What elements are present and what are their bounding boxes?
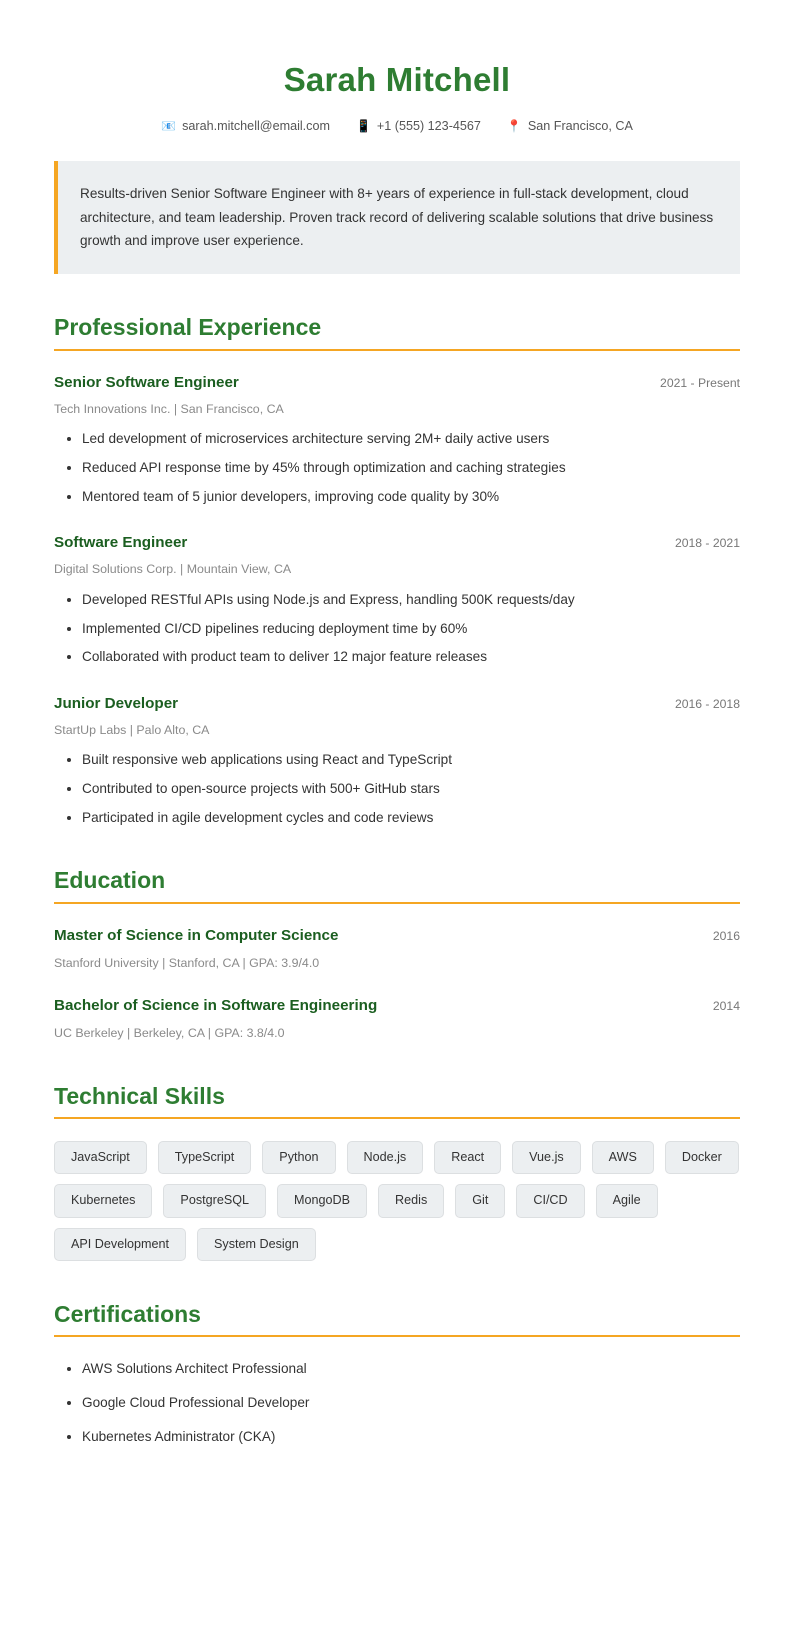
- certification-item: • Kubernetes Administrator (CKA): [82, 1427, 740, 1447]
- job-company: Tech Innovations Inc. | San Francisco, CA: [54, 402, 284, 417]
- experience-entry-head: [54, 694, 740, 713]
- section-divider: [54, 349, 740, 351]
- job-bullets: [54, 590, 740, 667]
- skill-tag: Vue.js: [512, 1141, 581, 1174]
- experience-entry: [54, 694, 740, 827]
- education-entry: [54, 926, 740, 972]
- contact-phone-text: +1 (555) 123-4567: [376, 119, 481, 134]
- job-date: 2016 - 2018: [674, 696, 740, 711]
- phone-icon: 📱: [355, 119, 371, 134]
- skill-tag: Git: [455, 1184, 505, 1217]
- section-experience: [54, 314, 740, 827]
- school-details: Stanford University | Stanford, CA | GPA: 3.9/4.0: [54, 956, 320, 971]
- contact-phone[interactable]: [356, 119, 481, 133]
- section-skills: [54, 1083, 740, 1261]
- contact-location-text: San Francisco, CA: [527, 119, 633, 134]
- job-bullet: • Contributed to open-source projects with 500+ GitHub stars: [82, 779, 740, 799]
- skill-tag: Agile: [596, 1184, 658, 1217]
- job-bullet: • Mentored team of 5 junior developers, improving code quality by 30%: [82, 487, 740, 507]
- skill-tag: System Design: [197, 1228, 316, 1261]
- skill-tag: AWS: [592, 1141, 654, 1174]
- education-entry-head: [54, 926, 740, 945]
- job-title: Software Engineer: [54, 534, 188, 552]
- section-education: [54, 867, 740, 1042]
- skill-tag: Node.js: [347, 1141, 424, 1174]
- job-date: 2018 - 2021: [674, 536, 740, 551]
- degree-title: Bachelor of Science in Software Engineering: [54, 997, 378, 1015]
- location-pin-icon: 📍: [506, 119, 522, 134]
- section-certifications: [54, 1301, 740, 1447]
- degree-date: 2016: [712, 929, 740, 944]
- job-bullet: • Collaborated with product team to deliver 12 major feature releases: [82, 647, 740, 667]
- degree-title: Master of Science in Computer Science: [54, 927, 339, 945]
- skill-tag: MongoDB: [277, 1184, 367, 1217]
- skill-tag: API Development: [54, 1228, 186, 1261]
- experience-entry: [54, 373, 740, 506]
- section-title-education: Education: [54, 867, 166, 894]
- job-bullet: • Led development of microservices architecture serving 2M+ daily active users: [82, 429, 740, 449]
- section-title-certifications: Certifications: [54, 1300, 201, 1327]
- contact-email-text: sarah.mitchell@email.com: [182, 119, 330, 134]
- skill-tag: Python: [262, 1141, 335, 1174]
- candidate-name: Sarah Mitchell: [283, 61, 511, 98]
- experience-entry-head: [54, 533, 740, 552]
- job-company: StartUp Labs | Palo Alto, CA: [54, 722, 210, 737]
- certification-item: • AWS Solutions Architect Professional: [82, 1359, 740, 1379]
- section-title-experience: Professional Experience: [54, 314, 322, 341]
- section-divider: [54, 902, 740, 904]
- job-bullet: • Developed RESTful APIs using Node.js and Express, handling 500K requests/day: [82, 590, 740, 610]
- email-icon: 📧: [161, 119, 177, 134]
- certification-item: • Google Cloud Professional Developer: [82, 1393, 740, 1413]
- skill-tag: CI/CD: [516, 1184, 584, 1217]
- job-bullet: • Participated in agile development cycles and code reviews: [82, 808, 740, 828]
- contact-location: [507, 119, 633, 133]
- job-title: Junior Developer: [54, 694, 179, 712]
- job-bullets: [54, 429, 740, 506]
- job-bullet: • Implemented CI/CD pipelines reducing deployment time by 60%: [82, 619, 740, 639]
- skill-tag: Kubernetes: [54, 1184, 152, 1217]
- contact-email[interactable]: [161, 119, 330, 133]
- skill-tag: TypeScript: [158, 1141, 252, 1174]
- job-bullet: • Built responsive web applications using React and TypeScript: [82, 750, 740, 770]
- contact-row: [54, 119, 740, 133]
- certification-list: [54, 1359, 740, 1446]
- section-title-skills: Technical Skills: [54, 1082, 225, 1109]
- job-bullet: • Reduced API response time by 45% through optimization and caching strategies: [82, 458, 740, 478]
- skill-tag: JavaScript: [54, 1141, 147, 1174]
- job-title: Senior Software Engineer: [54, 374, 239, 392]
- skill-tag: Redis: [378, 1184, 444, 1217]
- education-entry-head: [54, 996, 740, 1015]
- experience-entry-head: [54, 373, 740, 392]
- skill-tag: Docker: [665, 1141, 739, 1174]
- skill-tag-list: [54, 1141, 740, 1260]
- resume-header: [54, 34, 740, 133]
- professional-summary: Results-driven Senior Software Engineer with 8+ years of experience in full-stack development, cloud architecture, and team leadership. Proven track record of delivering scalable solutions that drive business growth and improve user experience.: [54, 161, 740, 274]
- job-date: 2021 - Present: [660, 376, 740, 391]
- section-divider: [54, 1335, 740, 1337]
- school-details: UC Berkeley | Berkeley, CA | GPA: 3.8/4.0: [54, 1026, 285, 1041]
- education-entry: [54, 996, 740, 1042]
- skill-tag: React: [434, 1141, 501, 1174]
- job-bullets: [54, 750, 740, 827]
- section-divider: [54, 1117, 740, 1119]
- degree-date: 2014: [712, 999, 740, 1014]
- skill-tag: PostgreSQL: [163, 1184, 266, 1217]
- job-company: Digital Solutions Corp. | Mountain View, CA: [54, 562, 292, 577]
- experience-entry: [54, 533, 740, 666]
